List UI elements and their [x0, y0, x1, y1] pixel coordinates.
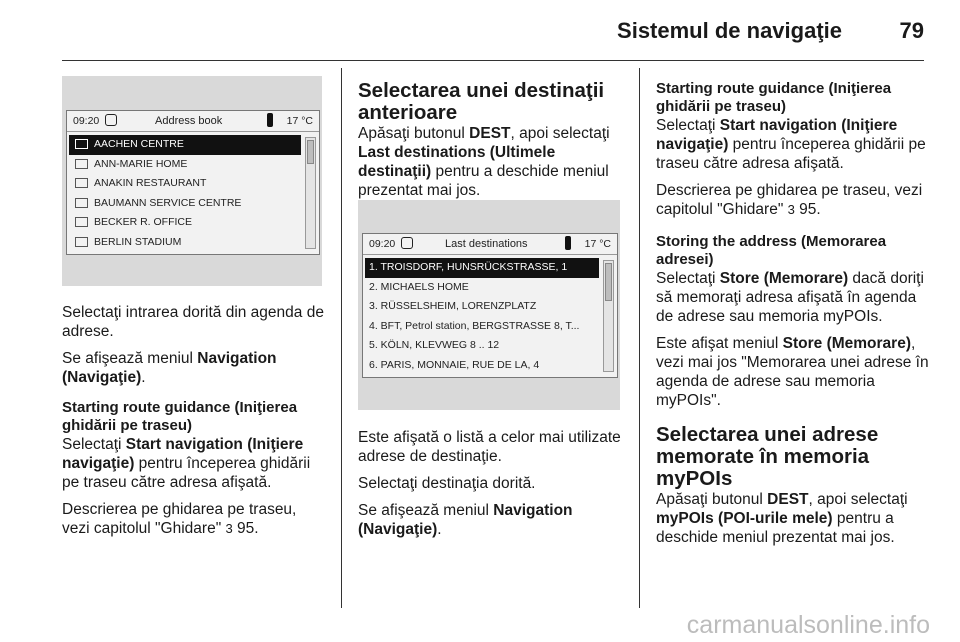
column-1-text: [62, 303, 327, 546]
list-item[interactable]: BERLIN STADIUM: [69, 233, 301, 253]
list-item[interactable]: 6. PARIS, MONNAIE, RUE DE LA, 4: [369, 358, 540, 371]
navigation-icon: [401, 237, 413, 249]
paragraph: Descrierea pe ghidarea pe traseu, vezi capitolul "Ghidare" 3 95.: [656, 182, 923, 218]
column-2-text-top: [358, 80, 626, 208]
address-icon: [75, 178, 88, 188]
paragraph: Descrierea pe ghidarea pe traseu, vezi capitolul "Ghidare" 3 95.: [62, 501, 297, 537]
address-book-figure: [62, 76, 322, 286]
screen-header: [363, 234, 617, 255]
clock: 09:20: [73, 115, 100, 127]
address-icon: [75, 159, 88, 169]
scrollbar[interactable]: [305, 137, 316, 249]
address-icon: [75, 237, 88, 247]
list-item[interactable]: 2. MICHAELS HOME: [369, 280, 469, 293]
paragraph: Selectaţi Start navigation (Iniţiere navigaţie) pentru începerea ghidării pe traseu către adresa afişată.: [656, 117, 926, 172]
thermometer-icon: [565, 236, 571, 250]
list-item[interactable]: ANN-MARIE HOME: [69, 155, 301, 175]
paragraph: Apăsaţi butonul DEST, apoi selectaţi Last destinations (Ultimele destinaţii) pentru a deschide meniul prezentat mai jos.: [358, 125, 610, 199]
address-book-screen: [66, 110, 320, 255]
column-3-text: [656, 80, 936, 555]
paragraph: Este afişat meniul Store (Memorare), vezi mai jos "Memorarea unei adrese în agenda de adrese sau memoria myPOIs".: [656, 335, 929, 409]
column-2-text-bottom: [358, 428, 626, 547]
list-item[interactable]: 1. TROISDORF, HUNSRÜCKSTRASSE, 1: [365, 258, 599, 278]
list-item[interactable]: 3. RÜSSELSHEIM, LORENZPLATZ: [369, 300, 537, 312]
cross-reference-arrow-icon: 3: [225, 521, 233, 536]
list-item[interactable]: AACHEN CENTRE: [69, 135, 301, 155]
list-item[interactable]: BECKER R. OFFICE: [69, 213, 301, 233]
column-divider: [639, 68, 640, 608]
scrollbar-thumb[interactable]: [307, 140, 314, 164]
list-item[interactable]: ANAKIN RESTAURANT: [69, 174, 301, 194]
section-heading: Selectarea unei adrese memorate în memoria myPOIs: [656, 423, 879, 490]
scrollbar[interactable]: [603, 260, 614, 372]
paragraph: Apăsaţi butonul DEST, apoi selectaţi myPOIs (POI-urile mele) pentru a deschide meniul prezentat mai jos.: [656, 491, 908, 546]
paragraph: Selectaţi destinaţia dorită.: [358, 475, 536, 492]
screen-title: Address book: [155, 115, 223, 127]
paragraph: Selectaţi Start navigation (Iniţiere navigaţie) pentru începerea ghidării pe traseu către adresa afişată.: [62, 436, 311, 491]
address-icon: [75, 217, 88, 227]
section-heading: Selectarea unei destinaţii anterioare: [358, 79, 605, 124]
last-destinations-figure: [358, 200, 620, 410]
watermark: carmanualsonline.info: [686, 611, 930, 639]
scrollbar-thumb[interactable]: [605, 263, 612, 301]
paragraph: Selectaţi Store (Memorare) dacă doriţi să memoraţi adresa afişată în agenda de adrese sau memoria myPOIs.: [656, 270, 924, 325]
subheading: Storing the address (Memorarea adresei): [656, 233, 887, 268]
last-destinations-screen: [362, 233, 618, 378]
header-divider: [62, 60, 924, 61]
address-icon: [75, 198, 88, 208]
address-list: [69, 135, 301, 252]
destination-list: [365, 258, 599, 375]
thermometer-icon: [267, 113, 273, 127]
subheading: Starting route guidance (Iniţierea ghidării pe traseu): [62, 399, 298, 434]
list-item[interactable]: 5. KÖLN, KLEVWEG 8 .. 12: [369, 339, 500, 351]
navigation-icon: [105, 114, 117, 126]
subheading: Starting route guidance (Iniţierea ghidării pe traseu): [656, 80, 892, 115]
section-title: Sistemul de navigaţie: [617, 18, 842, 43]
temperature: 17 °C: [286, 115, 313, 127]
screen-header: [67, 111, 319, 132]
column-divider: [341, 68, 342, 608]
paragraph: Selectaţi intrarea dorită din agenda de adrese.: [62, 304, 324, 340]
paragraph: Se afişează meniul Navigation (Navigaţie).: [358, 502, 573, 538]
cross-reference-arrow-icon: 3: [787, 202, 795, 217]
list-item[interactable]: 4. BFT, Petrol station, BERGSTRASSE 8, T...: [369, 319, 580, 332]
list-item[interactable]: BAUMANN SERVICE CENTRE: [69, 194, 301, 214]
temperature: 17 °C: [584, 238, 611, 250]
screen-title: Last destinations: [445, 238, 528, 250]
clock: 09:20: [369, 238, 396, 250]
address-icon: [75, 139, 88, 149]
paragraph: Este afişată o listă a celor mai utilizate adrese de destinaţie.: [358, 429, 621, 465]
page-number: 79: [899, 18, 924, 43]
paragraph: Se afişează meniul Navigation (Navigaţie).: [62, 350, 277, 386]
